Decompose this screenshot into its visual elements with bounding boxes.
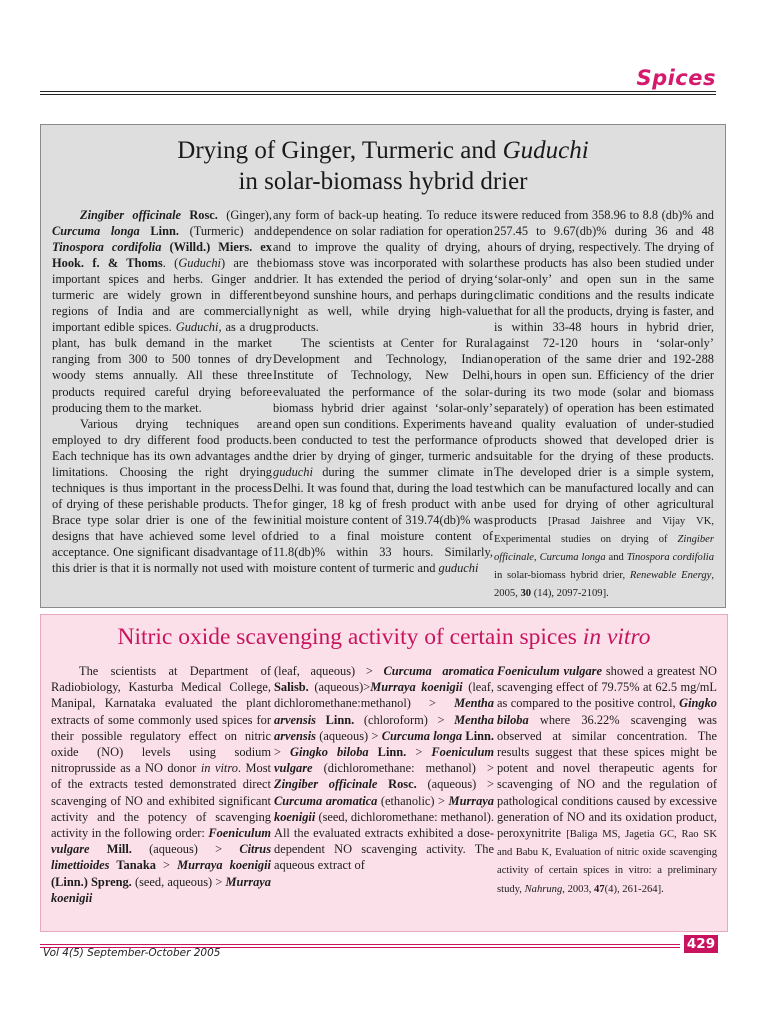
article-columns xyxy=(52,207,714,602)
column-2 xyxy=(274,663,494,906)
reference: [Prasad Jaishree and Vijay VK, Experimental studies on drying of Zingiber officinale, Curcuma longa and Tinospora cordifolia in solar-biomass hybrid drier, Renewable Energy, 2005, 30 (14), 2097-2109]. xyxy=(494,515,715,600)
paragraph: The scientists at Center for Rural Development and Technology, Indian Institute of Technology, New Delhi, evaluated the performance of the solar-biomass hybrid drier against ‘solar-only’ and open sun conditions. Experiments have been conducted to test the performance of the drier by drying of ginger, turmeric and guduchi during the summer climate in Delhi. It was found that, during the load test for ginger, 18 kg of fresh product with an initial moisture content of 319.74(db)% was dried to a final moisture content of 11.8(db)% within 33 hours. Similarly, moisture content of turmeric and guduchi xyxy=(273,336,493,576)
header-rule xyxy=(40,91,716,95)
reference: [Baliga MS, Jagetia GC, Rao SK and Babu K, Evaluation of nitric oxide scavenging activity of certain spices in vitro: a preliminary study, Nahrung, 2003, 47(4), 261-264]. xyxy=(497,829,717,895)
column-1 xyxy=(51,663,271,906)
paragraph: any form of back-up heating. To reduce its dependence on solar radiation for operation and to improve the quality of drying, a biomass stove was incorporated with solar drier. It has extended the period of drying beyond sunshine hours, and perhaps during night as well, while drying high-value products. xyxy=(273,208,493,335)
paragraph: Various drying techniques are employed to dry different food products. Each technique has its own advantages and limitations. Choosing the right drying techniques is thus important in the process of drying of these perishable products. The Brace type solar drier is one of the few designs that have achieved some level of acceptance. One significant disadvantage of this drier is that it is normally not used with xyxy=(52,416,272,576)
article-title: Drying of Ginger, Turmeric and Guduchi in solar-biomass hybrid drier xyxy=(177,137,589,195)
volume-info: Vol 4(5) September-October 2005 xyxy=(43,947,221,959)
article-title: Nitric oxide scavenging activity of certain spices in vitro xyxy=(117,624,651,650)
paragraph: (leaf, aqueous) > Curcuma aromatica Salisb. (aqueous)>Murraya koenigii (leaf, dichloromethane:methanol) > Mentha arvensis Linn. (chloroform) > Mentha arvensis (aqueous) > Curcuma longa Linn. > Gingko biloba Linn. > Foeniculum vulgare (dichloromethane: methanol) > Zingiber officinale Rosc. (aqueous) > Curcuma aromatica (ethanolic) > Murraya koenigii (seed, dichloromethane: methanol). All the evaluated extracts exhibited a dose-dependent NO scavenging activity. The aqueous extract of xyxy=(274,664,495,873)
column-3 xyxy=(497,663,717,906)
page-number: 429 xyxy=(684,935,718,953)
paragraph: were reduced from 358.96 to 8.8 (db)% and 257.45 to 9.67(db)% during 36 and 48 hours of drying, respectively. The drying of these products has also been studied under ‘solar-only’ and open sun in the same climatic conditions and the results indicate that for all the products, drying is faster, and is within 33-48 hours in hybrid drier, against 72-120 hours in ‘solar-only’ operation of the same drier and 192-288 hours in open sun. Efficiency of the drier during its two mode (solar and biomass separately) of operation has been estimated and quality evaluation of under-studied products showed that developed drier is suitable for the drying of these products. The developed drier is a simple system, which can be manufactured locally and can be used for drying of other agricultural products [Prasad Jaishree and Vijay VK, Experimental studies on drying of Zingiber officinale, Curcuma longa and Tinospora cordifolia in solar-biomass hybrid drier, Renewable Energy, 2005, 30 (14), 2097-2109]. xyxy=(494,208,715,600)
column-3 xyxy=(494,207,714,602)
paragraph: Zingiber officinale Rosc. (Ginger), Curcuma longa Linn. (Turmeric) and Tinospora cordifolia (Willd.) Miers. ex Hook. f. & Thoms. (Guduchi) are the important spices and herbs. Ginger and turmeric are widely grown in different regions of India and are commercially important edible spices. Guduchi, as a drug plant, has bulk demand in the market ranging from 300 to 500 tonnes of dry woody stems annually. All these three products required careful drying before producing them to the market. xyxy=(52,208,273,415)
column-1 xyxy=(52,207,272,602)
article-columns xyxy=(51,663,717,906)
article-nitric-oxide xyxy=(40,614,728,932)
article-drying xyxy=(40,124,726,608)
paragraph: The scientists at Department of Radiobiology, Kasturba Medical College, Manipal, Karnataka evaluated the plant extracts of some commonly used spices for their possible regulatory effect on nitric oxide (NO) levels using sodium nitroprusside as a NO donor in vitro. Most of the extracts tested demonstrated direct scavenging of NO and exhibited significant activity and the potency of scavenging activity in the following order: Foeniculum vulgare Mill. (aqueous) > Citrus limettioides Tanaka > Murraya koenigii (Linn.) Spreng. (seed, aqueous) > Murraya koenigii xyxy=(51,664,272,905)
section-label: Spices xyxy=(636,66,716,90)
column-2 xyxy=(273,207,493,602)
paragraph: Foeniculum vulgare showed a greatest NO scavenging effect of 79.75% at 62.5 mg/mL as compared to the positive control, Gingko biloba where 36.22% scavenging was observed at similar concentration. The results suggest that these spices might be potent and novel therapeutic agents for scavenging of NO and the regulation of pathological conditions caused by excessive generation of NO and its oxidation product, peroxynitrite [Baliga MS, Jagetia GC, Rao SK and Babu K, Evaluation of nitric oxide scavenging activity of certain spices in vitro: a preliminary study, Nahrung, 2003, 47(4), 261-264]. xyxy=(497,664,717,895)
